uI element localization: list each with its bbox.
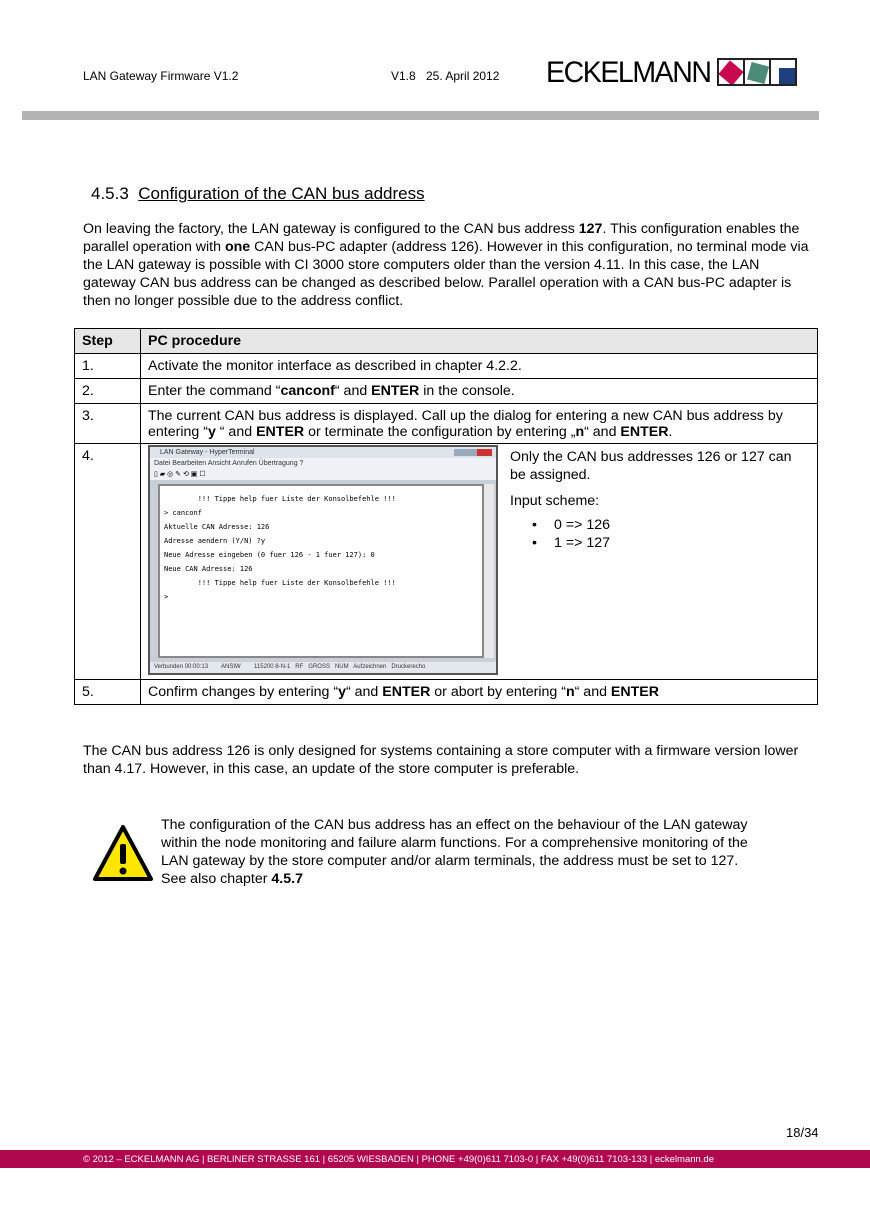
section-title: Configuration of the CAN bus address xyxy=(138,184,425,203)
section-heading xyxy=(91,184,425,204)
logo-square-blue xyxy=(769,58,797,86)
logo-square-green xyxy=(743,58,771,86)
table-header xyxy=(75,329,818,354)
col-step: Step xyxy=(75,329,141,354)
doc-version: V1.8 xyxy=(391,69,416,83)
page-number: 18/34 xyxy=(786,1125,819,1140)
section-number: 4.5.3 xyxy=(91,184,129,203)
table-row: 5. Confirm changes by entering “y“ and ENTER or abort by entering “n“ and ENTER xyxy=(75,680,818,705)
terminal-menu: Datei Bearbeiten Ansicht Anrufen Übertragung ? xyxy=(150,458,496,469)
table-row: 1. Activate the monitor interface as described in chapter 4.2.2. xyxy=(75,354,818,379)
logo-text: ECKELMANN xyxy=(546,56,711,89)
intro-paragraph: On leaving the factory, the LAN gateway is configured to the CAN bus address 127. This configuration enables the parallel operation with one CAN bus-PC adapter (address 126). However in this configuration, no terminal mode via the LAN gateway is possible with CI 3000 store computers older than the version 4.11. In this case, the LAN gateway CAN bus address can be changed as described below. Parallel operation with a CAN bus-PC adapter is then no longer possible due to the address conflict. xyxy=(83,221,809,309)
input-scheme-list xyxy=(532,516,810,552)
footer-bar: © 2012 – ECKELMANN AG | BERLINER STRASSE 161 | 65205 WIESBADEN | PHONE +49(0)611 7103-0 | FAX +49(0)611 7103-133 | eckelmann.de xyxy=(0,1150,870,1168)
terminal-title: LAN Gateway - HyperTerminal xyxy=(150,447,496,458)
terminal-console: !!! Tippe help fuer Liste der Konsolbefehle !!! > canconf Aktuelle CAN Adresse: 126 Adresse aendern (Y/N) ?y Neue Adresse eingeben (0 fuer 126 - 1 fuer 127): 0 Neue CAN Adresse: 126 !!! Tippe help fuer Liste der Konsolbefehle !!! > xyxy=(158,484,484,658)
warning-icon xyxy=(92,824,154,882)
table-row: 4. LAN Gateway - HyperTerminal Datei Bearbeiten Ansicht Anrufen Übertragung ? ▯ ▰ ◎ ✎ ⟲ ▣ ☐ !!! Tippe help fuer Liste der Konsolbefehle !!! > canconf Aktuelle CAN Adresse: 126 Adresse aendern (Y/N) ?y Neue Adresse eingeben (0 fuer 126 - 1 fuer 127): 0 Neue CAN Adresse: 126 !!! Tippe help fuer Liste der Konsolbefehle !!! > Verbunden 00:00:13 ANSIW 115200 8-N-1 RF GROSS NUM Aufzeichnen Druckerecho Only the CAN bus addresses 126 or 127 can be assigned. Input scheme: • 0 => 126 • 1 => 127 xyxy=(75,444,818,680)
table-row: 2. Enter the command “canconf“ and ENTER in the console. xyxy=(75,379,818,404)
after-paragraph: The CAN bus address 126 is only designed for systems containing a store computer with a firmware version lower than 4.17. However, in this case, an update of the store computer is preferable. xyxy=(83,743,799,777)
terminal-toolbar: ▯ ▰ ◎ ✎ ⟲ ▣ ☐ xyxy=(150,469,496,480)
warning-text: The configuration of the CAN bus address has an effect on the behaviour of the LAN gateway within the node monitoring and failure alarm functions. For a comprehensive monitoring of the LAN gateway by the store computer and/or alarm terminals, the address must be set to 127. See also chapter 4.5.7 xyxy=(161,817,748,887)
list-item: • 1 => 127 xyxy=(532,534,810,552)
header-rule xyxy=(22,111,819,120)
input-scheme-label: Input scheme: xyxy=(510,493,600,509)
logo-square-red xyxy=(717,58,745,86)
hyperterminal-screenshot xyxy=(148,445,498,675)
procedure-table xyxy=(74,328,818,705)
address-note: Only the CAN bus addresses 126 or 127 can be assigned. xyxy=(510,449,792,483)
terminal-statusbar: Verbunden 00:00:13 ANSIW 115200 8-N-1 RF GROSS NUM Aufzeichnen Druckerecho xyxy=(150,662,496,673)
doc-title: LAN Gateway Firmware V1.2 xyxy=(83,69,239,83)
table-row: 3. The current CAN bus address is displayed. Call up the dialog for entering a new CAN bus address by entering “y “ and ENTER or terminate the configuration by entering „n“ and ENTER. xyxy=(75,404,818,444)
terminal-scrollbar xyxy=(484,484,494,658)
col-procedure: PC procedure xyxy=(141,329,818,354)
window-buttons xyxy=(454,449,492,456)
list-item: • 0 => 126 xyxy=(532,516,810,534)
doc-date: 25. April 2012 xyxy=(426,69,500,83)
